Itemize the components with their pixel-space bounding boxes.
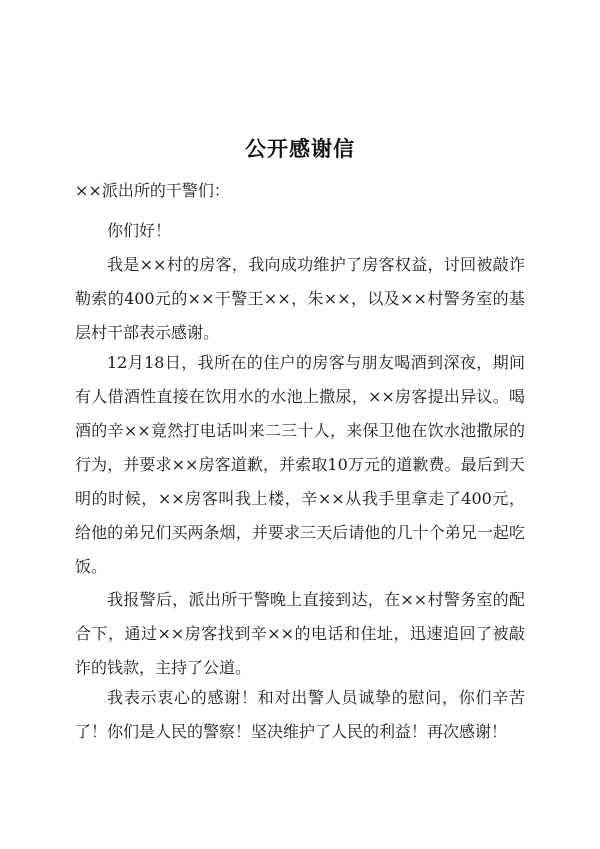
letter-salutation: ××派出所的干警们：: [75, 181, 230, 200]
letter-paragraph-4: 我表示衷心的感谢！和对出警人员诚挚的慰问，你们辛苦了！你们是人民的警察！坚决维护了人民的利益！再次感谢！: [75, 688, 525, 741]
letter-greeting: 你们好！: [107, 221, 172, 240]
letter-paragraph-2: 12月18日，我所在的住户的房客与朋友喝酒到深夜，期间有人借酒性直接在饮用水的水池上撒尿，××房客提出异议。喝酒的辛××竟然打电话叫来二三十人，来保卫他在饮水池撒尿的行为，并要求××房客道歉，并索取10万元的道歉费。最后到天明的时候，××房客叫我上楼，辛××从我手里拿走了400元，给他的弟兄们买两条烟，并要求三天后请他的几十个弟兄一起吃饭。: [75, 353, 525, 576]
letter-paragraph-3: 我报警后，派出所干警晚上直接到达，在××村警务室的配合下，通过××房客找到辛××的电话和住址，迅速追回了被敲诈的钱款，主持了公道。: [75, 590, 525, 677]
letter-title: 公开感谢信: [245, 137, 355, 161]
letter-paragraph-1: 我是××村的房客，我向成功维护了房客权益，讨回被敲诈勒索的400元的××干警王××，朱××，以及××村警务室的基层村干部表示感谢。: [75, 255, 525, 342]
